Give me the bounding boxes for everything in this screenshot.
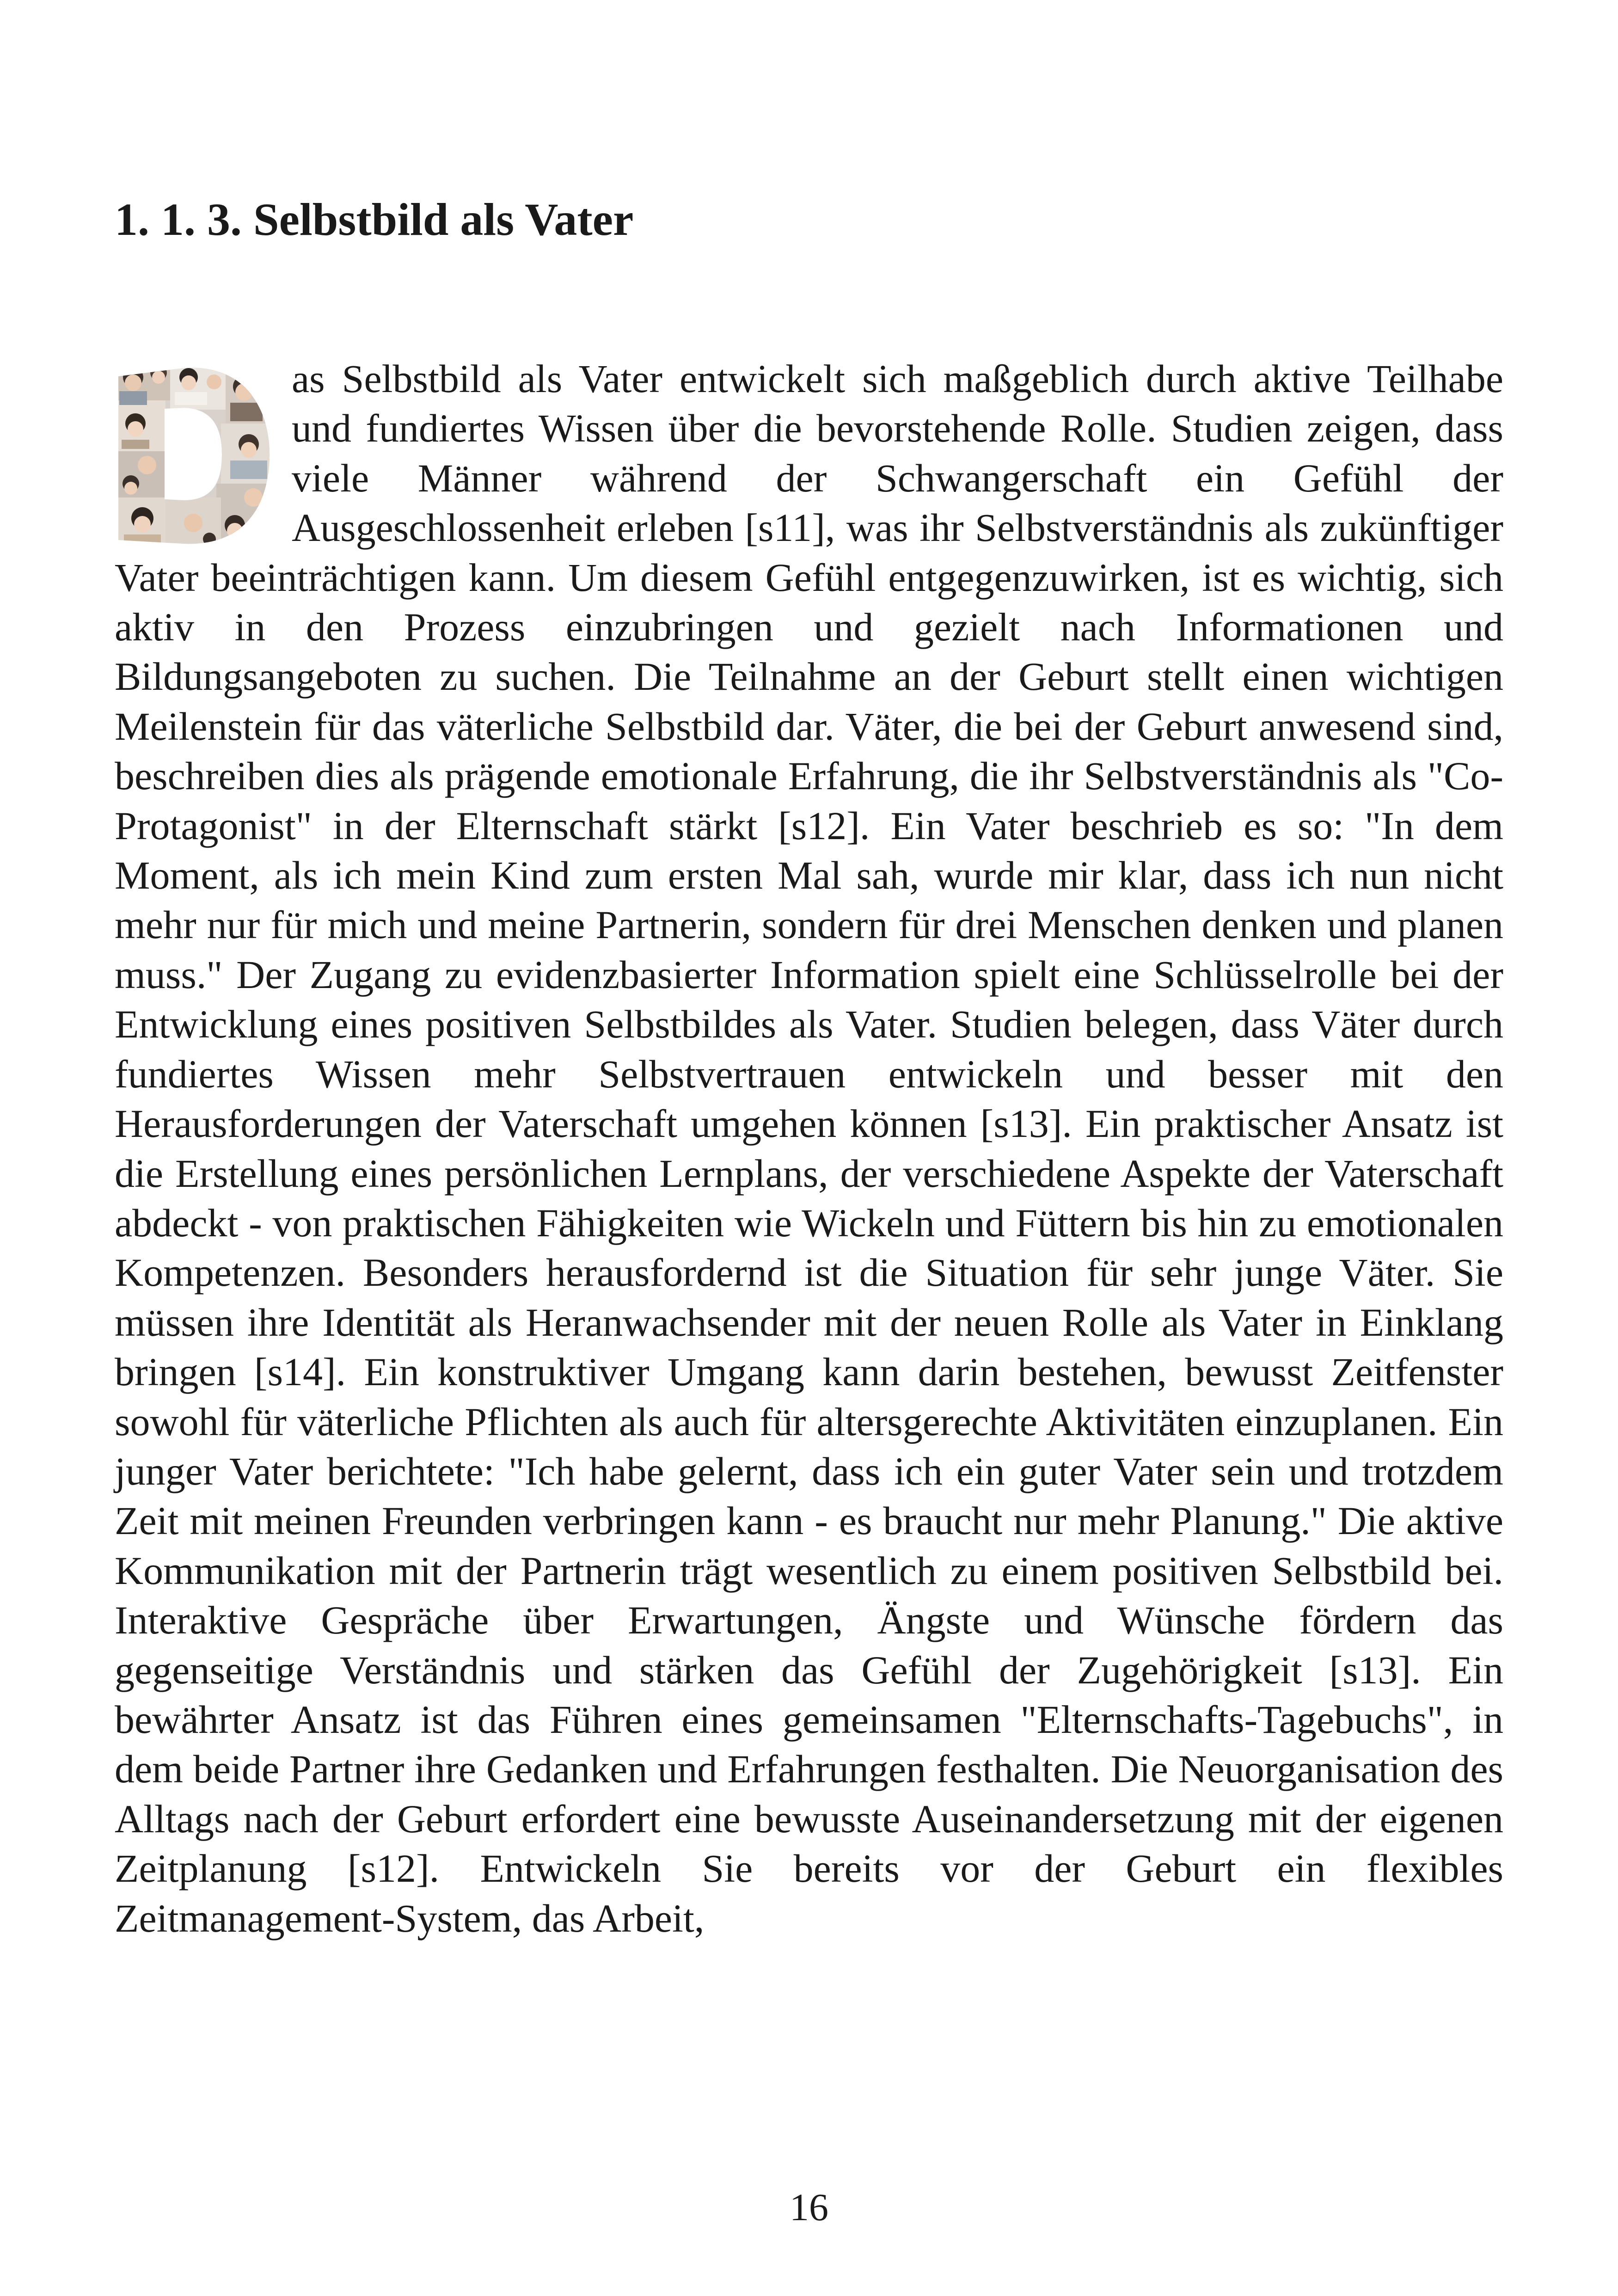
- drop-cap-image: [115, 359, 274, 552]
- section-heading: 1. 1. 3. Selbstbild als Vater: [115, 194, 634, 245]
- body-text: [115, 354, 1503, 1943]
- paragraph: as Selbstbild als Vater entwickelt sich maßgeblich durch aktive Teilhabe und fundiertes Wissen über die bevorstehende Rolle. Studien zeigen, dass viele Männer während der Schwangerschaft ein Gefühl der Ausgeschlossenheit erleben [s11], was ihr Selbstverständnis als zukünftiger Vater beeinträchtigen kann. Um diesem Gefühl entgegenzuwirken, ist es wichtig, sich aktiv in den Prozess einzubringen und gezielt nach Informationen und Bildungsangeboten zu suchen. Die Teilnahme an der Geburt stellt einen wichtigen Meilenstein für das väterliche Selbstbild dar. Väter, die bei der Geburt anwesend sind, beschreiben dies als prägende emotionale Erfahrung, die ihr Selbstverständnis als "Co-Protagonist" in der Elternschaft stärkt [s12]. Ein Vater beschrieb es so: "In dem Moment, als ich mein Kind zum ersten Mal sah, wurde mir klar, dass ich nun nicht mehr nur für mich und meine Partnerin, sondern für drei Menschen denken und planen muss." Der Zugang zu evidenzbasierter Information spielt eine Schlüsselrolle bei der Entwicklung eines positiven Selbstbildes als Vater. Studien belegen, dass Väter durch fundiertes Wissen mehr Selbstvertrauen entwickeln und besser mit den Herausforderungen der Vaterschaft umgehen können [s13]. Ein praktischer Ansatz ist die Erstellung eines persönlichen Lernplans, der verschiedene Aspekte der Vaterschaft abdeckt - von praktischen Fähigkeiten wie Wickeln und Füttern bis hin zu emotionalen Kompetenzen. Besonders herausfordernd ist die Situation für sehr junge Väter. Sie müssen ihre Identität als Heranwachsender mit der neuen Rolle als Vater in Einklang bringen [s14]. Ein konstruktiver Umgang kann darin bestehen, bewusst Zeitfenster sowohl für väterliche Pflichten als auch für altersgerechte Aktivitäten einzuplanen. Ein junger Vater berichtete: "Ich habe gelernt, dass ich ein guter Vater sein und trotzdem Zeit mit meinen Freunden verbringen kann - es braucht nur mehr Planung." Die aktive Kommunikation mit der Partnerin trägt wesentlich zu einem positiven Selbstbild bei. Interaktive Gespräche über Erwartungen, Ängste und Wünsche fördern das gegenseitige Verständnis und stärken das Gefühl der Zugehörigkeit [s13]. Ein bewährter Ansatz ist das Führen eines gemeinsamen "Elternschafts-Tagebuchs", in dem beide Partner ihre Gedanken und Erfahrungen festhalten. Die Neuorganisation des Alltags nach der Geburt erfordert eine bewusste Auseinandersetzung mit der eigenen Zeitplanung [s12]. Entwickeln Sie bereits vor der Geburt ein flexibles Zeitmanagement-System, das Arbeit,: [115, 356, 1503, 1940]
- drop-cap-letter-d-collage: [115, 359, 274, 552]
- page-number: 16: [790, 2186, 828, 2229]
